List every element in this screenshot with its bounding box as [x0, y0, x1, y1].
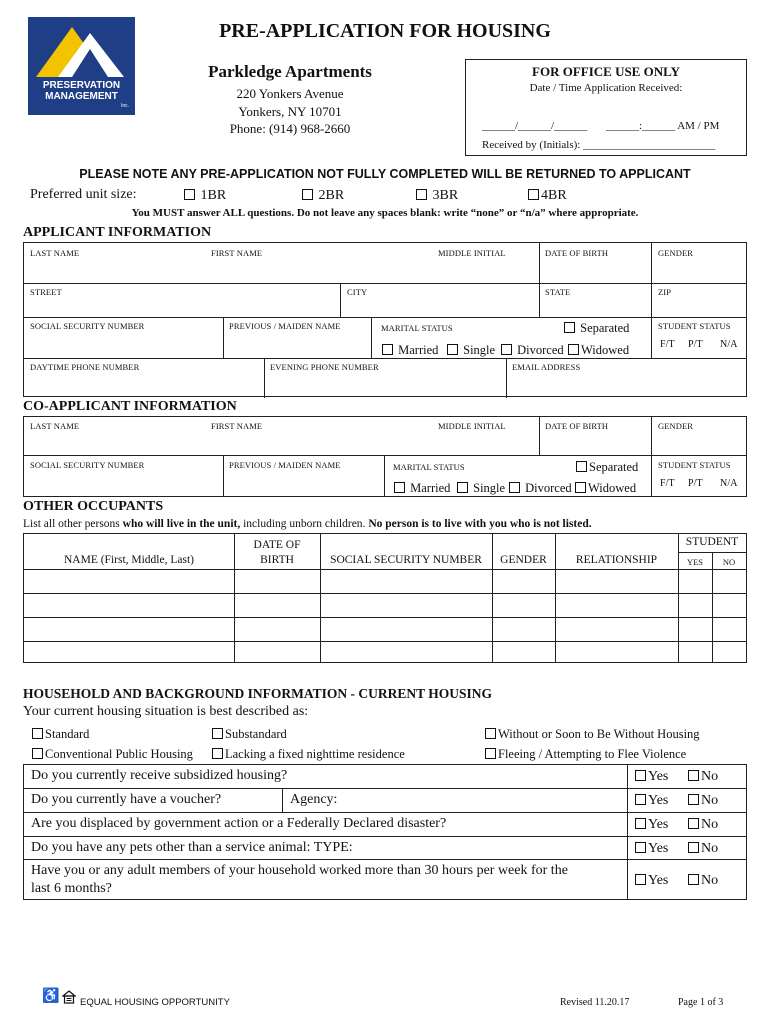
question-subsidized: Do you currently receive subsidized housing? — [31, 768, 288, 783]
equal-housing-icon — [62, 990, 76, 1004]
checkbox-icon[interactable] — [635, 874, 646, 885]
gender-field[interactable]: GENDER — [658, 248, 694, 258]
page-title: PRE-APPLICATION FOR HOUSING — [219, 20, 551, 42]
city-field[interactable]: CITY — [347, 287, 368, 297]
checkbox-icon[interactable] — [509, 482, 520, 493]
co-maiden-name-field[interactable]: PREVIOUS / MAIDEN NAME — [229, 460, 341, 470]
checkbox-icon[interactable] — [635, 794, 646, 805]
lacking-residence-checkbox[interactable]: Lacking a fixed nighttime residence — [212, 747, 405, 762]
co-gender-field[interactable]: GENDER — [658, 421, 694, 431]
street-field[interactable]: STREET — [30, 287, 62, 297]
q2-yes-checkbox[interactable]: Yes — [635, 793, 668, 809]
daytime-phone-field[interactable]: DAYTIME PHONE NUMBER — [30, 362, 140, 372]
checkbox-icon[interactable] — [635, 842, 646, 853]
co-first-name-field[interactable]: FIRST NAME — [211, 421, 263, 431]
checkbox-icon[interactable] — [212, 728, 223, 739]
marital-status-label: MARITAL STATUS — [381, 323, 453, 333]
logo-line-3: Inc. — [120, 103, 129, 109]
notice-text: PLEASE NOTE ANY PRE-APPLICATION NOT FULLY COMPLETED WILL BE RETURNED TO APPLICANT — [79, 167, 691, 181]
dob-field[interactable]: DATE OF BIRTH — [545, 248, 609, 258]
checkbox-icon[interactable] — [416, 189, 427, 200]
checkbox-icon[interactable] — [382, 344, 393, 355]
unit-3br-checkbox[interactable]: 3BR — [416, 188, 458, 204]
property-phone: Phone: (914) 968-2660 — [229, 121, 351, 136]
occupants-table — [23, 533, 747, 663]
checkbox-icon[interactable] — [485, 728, 496, 739]
checkbox-icon[interactable] — [447, 344, 458, 355]
checkbox-icon[interactable] — [576, 461, 587, 472]
checkbox-icon[interactable] — [184, 189, 195, 200]
q4-no-checkbox[interactable]: No — [688, 841, 718, 857]
question-displaced: Are you displaced by government action or a Federally Declared disaster? — [31, 816, 447, 831]
table-row[interactable] — [24, 618, 746, 641]
checkbox-icon[interactable] — [575, 482, 586, 493]
logo — [28, 17, 135, 115]
equal-housing-text: EQUAL HOUSING OPPORTUNITY — [80, 997, 230, 1008]
co-marital-status-label: MARITAL STATUS — [393, 462, 465, 472]
checkbox-icon[interactable] — [302, 189, 313, 200]
student-na-option[interactable]: N/A — [720, 339, 738, 350]
logo-line-2: MANAGEMENT — [45, 91, 118, 102]
col-gender-header: GENDER — [500, 554, 547, 566]
co-married-checkbox[interactable]: Married — [394, 481, 450, 496]
email-field[interactable]: EMAIL ADDRESS — [512, 362, 581, 372]
col-relationship-header: RELATIONSHIP — [575, 554, 658, 566]
revised-text: Revised 11.20.17 — [560, 997, 630, 1008]
co-student-na-option[interactable]: N/A — [720, 478, 738, 489]
q4-yes-checkbox[interactable]: Yes — [635, 841, 668, 857]
co-last-name-field[interactable]: LAST NAME — [30, 421, 80, 431]
fleeing-violence-checkbox[interactable]: Fleeing / Attempting to Flee Violence — [485, 747, 686, 762]
q1-yes-checkbox[interactable]: Yes — [635, 769, 668, 785]
office-date-label: Date / Time Application Received: — [529, 82, 683, 94]
office-use-box — [465, 59, 747, 156]
married-checkbox[interactable]: Married — [382, 343, 438, 358]
table-row[interactable] — [24, 594, 746, 617]
checkbox-icon[interactable] — [688, 874, 699, 885]
q1-no-checkbox[interactable]: No — [688, 769, 718, 785]
checkbox-icon[interactable] — [32, 728, 43, 739]
unit-size-label: Preferred unit size: — [30, 187, 137, 202]
q3-no-checkbox[interactable]: No — [688, 817, 718, 833]
without-housing-checkbox[interactable]: Without or Soon to Be Without Housing — [485, 727, 700, 742]
coapplicant-heading: CO-APPLICANT INFORMATION — [23, 399, 237, 414]
evening-phone-field[interactable]: EVENING PHONE NUMBER — [270, 362, 379, 372]
first-name-field[interactable]: FIRST NAME — [211, 248, 263, 258]
public-housing-checkbox[interactable]: Conventional Public Housing — [32, 747, 193, 762]
office-received-label[interactable]: Received by (Initials): ________________________ — [482, 139, 716, 151]
property-street: 220 Yonkers Avenue — [236, 86, 344, 101]
logo-line-1: PRESERVATION — [42, 80, 121, 91]
co-widowed-checkbox[interactable]: Widowed — [575, 481, 636, 496]
household-intro: Your current housing situation is best described as: — [23, 704, 309, 719]
co-student-status-label: STUDENT STATUS — [658, 460, 731, 470]
checkbox-icon[interactable] — [635, 770, 646, 781]
occupants-heading: OTHER OCCUPANTS — [23, 499, 164, 514]
property-name: Parkledge Apartments — [208, 62, 372, 81]
co-middle-initial-field[interactable]: MIDDLE INITIAL — [438, 421, 506, 431]
q5-no-checkbox[interactable]: No — [688, 873, 718, 889]
standard-checkbox[interactable]: Standard — [32, 727, 89, 742]
page-number: Page 1 of 3 — [678, 997, 724, 1008]
separated-checkbox[interactable]: Separated — [564, 321, 629, 336]
must-answer-text: You MUST answer ALL questions. Do not leave any spaces blank: write “none” or “n/a” where appropriate. — [131, 207, 639, 219]
divorced-checkbox[interactable]: Divorced — [501, 343, 564, 358]
applicant-heading: APPLICANT INFORMATION — [23, 225, 212, 240]
checkbox-icon[interactable] — [568, 344, 579, 355]
ssn-field[interactable]: SOCIAL SECURITY NUMBER — [30, 321, 145, 331]
question-pets: Do you have any pets other than a service animal: TYPE: — [31, 840, 353, 855]
maiden-name-field[interactable]: PREVIOUS / MAIDEN NAME — [229, 321, 341, 331]
unit-4br-checkbox[interactable]: 4BR — [528, 188, 567, 204]
table-row[interactable] — [24, 570, 746, 593]
col-yes-header: YES — [686, 557, 704, 567]
questions-table — [23, 764, 747, 900]
zip-field[interactable]: ZIP — [658, 287, 672, 297]
widowed-checkbox[interactable]: Widowed — [568, 343, 629, 358]
co-separated-checkbox[interactable]: Separated — [576, 460, 638, 475]
applicant-table — [23, 242, 747, 397]
substandard-checkbox[interactable]: Substandard — [212, 727, 287, 742]
checkbox-icon[interactable] — [485, 748, 496, 759]
student-ft-option[interactable]: F/T — [660, 339, 675, 350]
office-heading: FOR OFFICE USE ONLY — [532, 64, 680, 79]
accessibility-icon: ♿ — [42, 989, 60, 1004]
unit-1br-checkbox[interactable]: 1BR — [184, 188, 226, 204]
checkbox-icon[interactable] — [688, 770, 699, 781]
col-name-header: NAME (First, Middle, Last) — [63, 554, 194, 566]
logo-mountain-icon — [28, 19, 135, 81]
checkbox-icon[interactable] — [394, 482, 405, 493]
co-student-pt-option[interactable]: P/T — [688, 478, 703, 489]
co-ssn-field[interactable]: SOCIAL SECURITY NUMBER — [30, 460, 145, 470]
checkbox-icon[interactable] — [688, 794, 699, 805]
co-divorced-checkbox[interactable]: Divorced — [509, 481, 572, 496]
property-city: Yonkers, NY 10701 — [238, 104, 342, 119]
q2-no-checkbox[interactable]: No — [688, 793, 718, 809]
co-dob-field[interactable]: DATE OF BIRTH — [545, 421, 609, 431]
checkbox-icon[interactable] — [564, 322, 575, 333]
voucher-agency-field[interactable]: Agency: — [290, 792, 338, 807]
question-voucher: Do you currently have a voucher? — [31, 792, 222, 807]
checkbox-icon[interactable] — [501, 344, 512, 355]
co-single-checkbox[interactable]: Single — [457, 481, 505, 496]
student-status-label: STUDENT STATUS — [658, 321, 731, 331]
table-row[interactable] — [24, 642, 746, 662]
state-field[interactable]: STATE — [545, 287, 571, 297]
q5-yes-checkbox[interactable]: Yes — [635, 873, 668, 889]
unit-2br-checkbox[interactable]: 2BR — [302, 188, 344, 204]
coapplicant-table — [23, 416, 747, 497]
checkbox-icon[interactable] — [528, 189, 539, 200]
col-student-header: STUDENT — [685, 536, 739, 548]
checkbox-icon[interactable] — [457, 482, 468, 493]
household-heading: HOUSEHOLD AND BACKGROUND INFORMATION - CURRENT HOUSING — [23, 686, 493, 701]
office-date-line[interactable]: ______/______/______ — [482, 120, 588, 132]
last-name-field[interactable]: LAST NAME — [30, 248, 80, 258]
checkbox-icon[interactable] — [32, 748, 43, 759]
middle-initial-field[interactable]: MIDDLE INITIAL — [438, 248, 506, 258]
checkbox-icon[interactable] — [688, 818, 699, 829]
occupants-intro: List all other persons who will live in the unit, including unborn children. No person is to live with you who is not listed. — [23, 518, 592, 530]
col-dob-header: DATE OF BIRTH — [253, 539, 301, 566]
col-ssn-header: SOCIAL SECURITY NUMBER — [330, 554, 482, 566]
single-checkbox[interactable]: Single — [447, 343, 495, 358]
checkbox-icon[interactable] — [635, 818, 646, 829]
checkbox-icon[interactable] — [688, 842, 699, 853]
question-worked: Have you or any adult members of your household worked more than 30 hours per week for the last 6 months? — [31, 863, 568, 896]
checkbox-icon[interactable] — [212, 748, 223, 759]
office-time-line[interactable]: ______:______ AM / PM — [606, 120, 720, 132]
q3-yes-checkbox[interactable]: Yes — [635, 817, 668, 833]
col-no-header: NO — [722, 557, 736, 567]
co-student-ft-option[interactable]: F/T — [660, 478, 675, 489]
student-pt-option[interactable]: P/T — [688, 339, 703, 350]
